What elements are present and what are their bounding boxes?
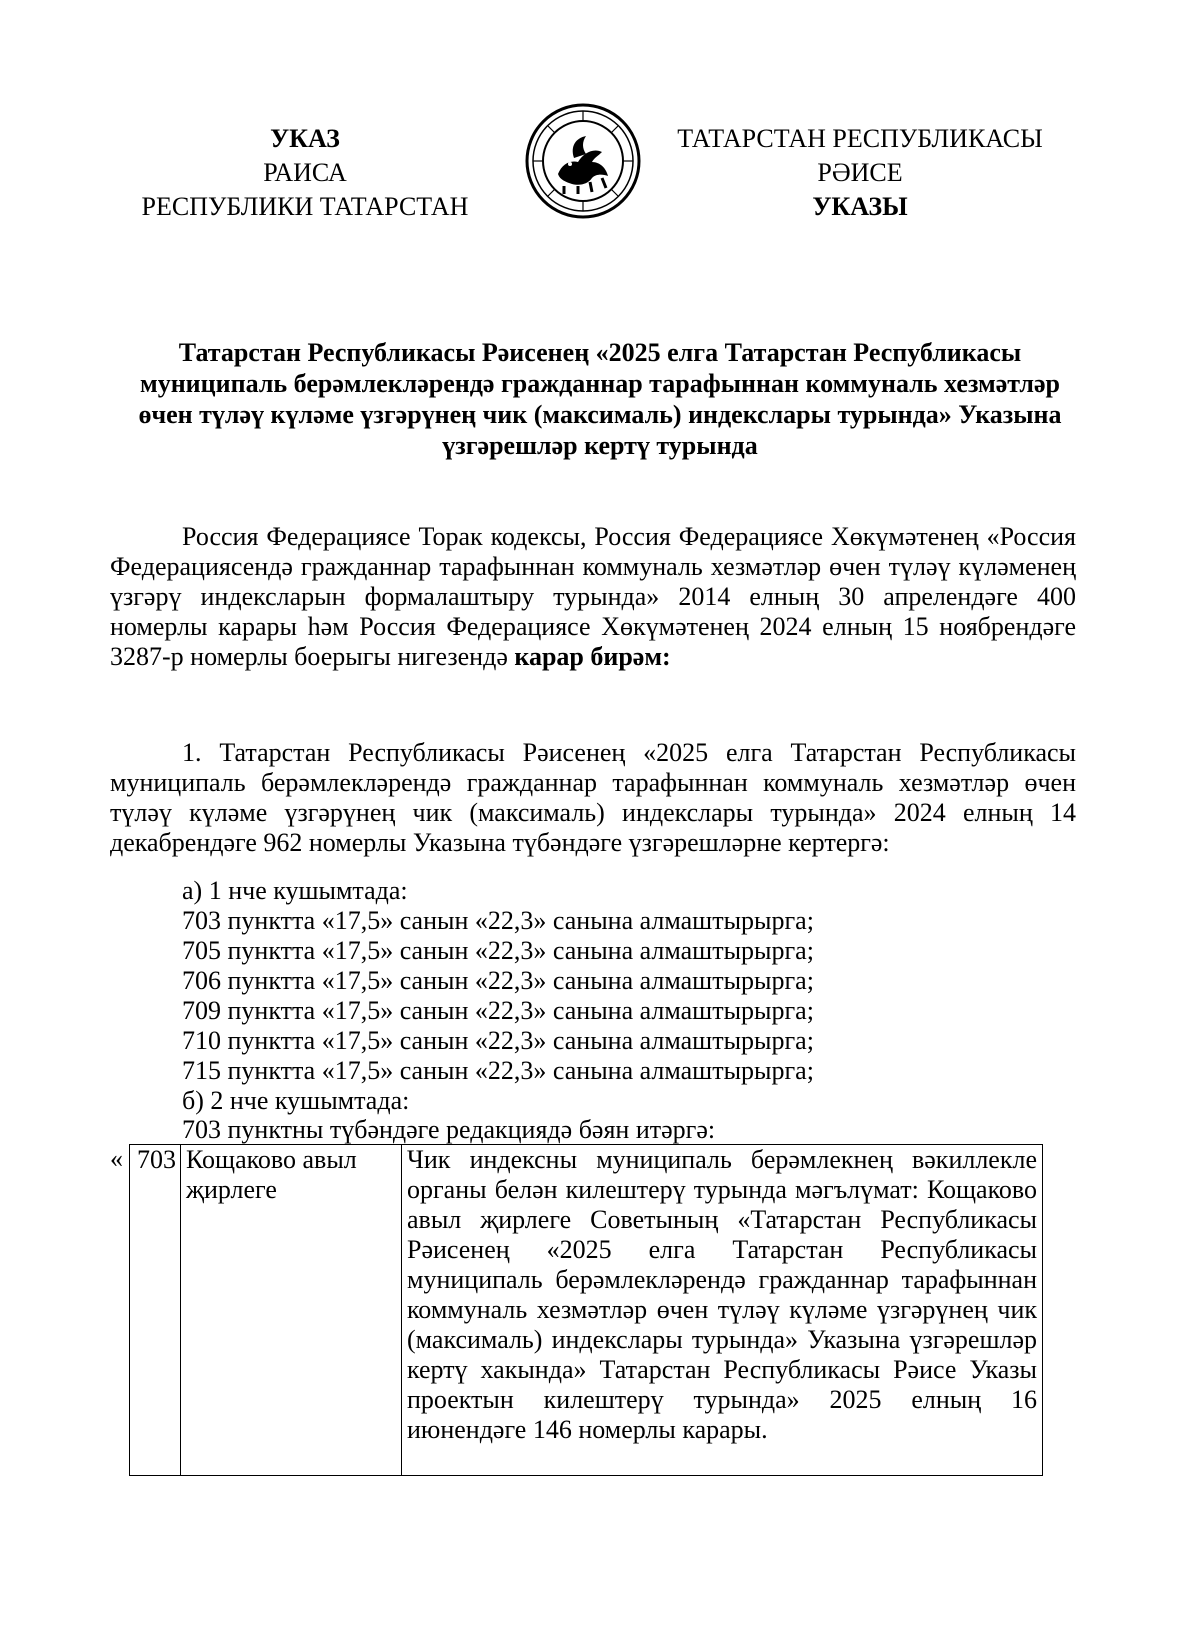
replacement-line: 706 пунктта «17,5» санын «22,3» санына алмаштырырга; <box>182 966 814 995</box>
header-left <box>110 122 500 224</box>
preamble-bold-end: карар бирәм: <box>514 642 671 671</box>
sub-item-b: б) 2 нче кушымтада: <box>182 1086 410 1115</box>
preamble-paragraph <box>110 522 1076 672</box>
header-left-line-1: УКАЗ <box>270 124 340 153</box>
header-right-line-1: ТАТАРСТАН РЕСПУБЛИКАСЫ <box>677 124 1043 153</box>
header-left-line-2: РАИСА <box>263 158 347 187</box>
preamble-text: Россия Федерациясе Торак кодексы, Россия Федерациясе Хөкүмәтенең «Россия Федерациясендә гражданнар тарафыннан коммуналь хезмәтләр өчен түләү күләменең үзгәрү индексларын формалаштыру турында» 2014 елның 30 апрелендәге 400 номерлы карары һәм Россия Федерациясе Хөкүмәтенең 2024 елның 15 ноябрендәге 3287-р номерлы боерыгы нигезендә <box>110 522 1076 671</box>
item-1-text: 1. Татарстан Республикасы Рәисенең «2025 елга Татарстан Республикасы муниципаль берәмлекләрендә гражданнар тарафыннан коммуналь хезмәтләр өчен түләү күләме үзгәрүнең чик (максималь) индекслары турында» 2024 елның 14 декабрендәге 962 номерлы Указына түбәндәге үзгәрешләрне кертергә: <box>110 738 1076 857</box>
header-right-line-3: УКАЗЫ <box>812 192 908 221</box>
header-left-line-3: РЕСПУБЛИКИ ТАТАРСТАН <box>141 192 469 221</box>
replacement-line: 705 пунктта «17,5» санын «22,3» санына алмаштырырга; <box>182 936 814 965</box>
table-cell-info: Чик индексны муниципаль берәмлекнең вәкиллекле органы белән килештерү турында мәгълүмат: Кощаково авыл җирлеге Советының «Татарстан Республикасы Рәисенең «2025 елга Татарстан Республикасы муниципаль берәмлекләрендә гражданнар тарафыннан коммуналь хезмәтләр өчен түләү күләме үзгәрүнең чик (максималь) индекслары турында» Указына үзгәрешләр кертү хакында» Татарстан Республикасы Рәисе Указы проектын килештерү турында» 2025 елның 16 июнендәге 146 номерлы карары. <box>402 1145 1043 1476</box>
table-opening-quote: « <box>110 1144 123 1173</box>
amendment-table <box>129 1144 1043 1476</box>
table-row <box>130 1145 1043 1476</box>
replacement-line: 710 пунктта «17,5» санын «22,3» санына алмаштырырга; <box>182 1026 814 1055</box>
table-cell-number: 703 <box>130 1145 181 1476</box>
replacement-line: 709 пунктта «17,5» санын «22,3» санына алмаштырырга; <box>182 996 814 1025</box>
header-right <box>660 122 1060 224</box>
sub-item-a: а) 1 нче кушымтада: <box>182 876 408 905</box>
header-right-line-2: РӘИСЕ <box>817 158 903 187</box>
coat-of-arms-seal <box>524 102 642 220</box>
item-1-paragraph <box>110 738 1076 858</box>
document-title: Татарстан Республикасы Рәисенең «2025 елга Татарстан Республикасы муниципаль берәмлекләрендә гражданнар тарафыннан коммуналь хезмәтләр өчен түләү күләме үзгәрүнең чик (максималь) индекслары турында» Указына үзгәрешләр кертү турында <box>138 338 1062 460</box>
replacement-line: 703 пунктта «17,5» санын «22,3» санына алмаштырырга; <box>182 906 814 935</box>
restate-line: 703 пунктны түбәндәге редакциядә бәян итәргә: <box>182 1115 716 1144</box>
table-cell-name: Кощаково авыл җирлеге <box>181 1145 402 1476</box>
replacement-line: 715 пунктта «17,5» санын «22,3» санына алмаштырырга; <box>182 1056 814 1085</box>
